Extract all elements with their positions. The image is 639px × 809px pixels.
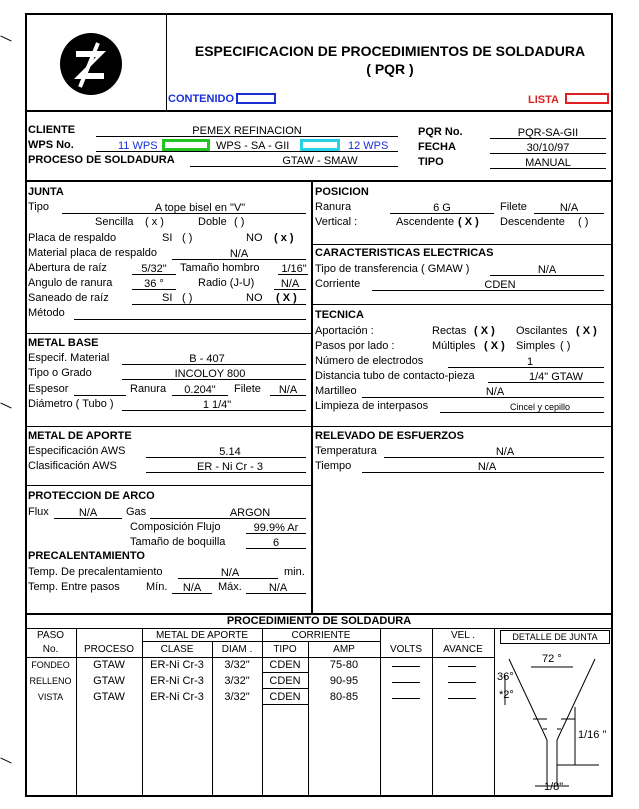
simples-mark: ( ) (560, 340, 571, 352)
ascendente-mark: ( X ) (458, 216, 479, 228)
espesor-label: Espesor (28, 383, 69, 395)
oscilantes-label: Oscilantes (516, 325, 568, 337)
row-tipo: CDEN (269, 675, 301, 687)
max-label: Máx. (218, 581, 242, 593)
martilleo-label: Martilleo (315, 385, 357, 397)
angulo-label: Angulo de ranura (28, 277, 113, 289)
table-row-line (262, 672, 308, 673)
th-diam: DIAM . (221, 644, 253, 655)
flux-label: Flux (28, 506, 49, 518)
rectas-label: Rectas (432, 325, 467, 337)
descendente-mark: ( ) (578, 216, 589, 228)
th-amp: AMP (333, 644, 355, 655)
placa-no-mark: ( x ) (274, 232, 294, 244)
electrodos-label: Número de electrodos (315, 355, 424, 367)
row-dash (392, 666, 420, 667)
sencilla-mark: ( x ) (145, 216, 164, 228)
rectas-mark: ( X ) (474, 325, 495, 337)
th-no: No. (42, 644, 59, 655)
cliente-value: PEMEX REFINACION (192, 125, 302, 137)
espesor-filete-value: N/A (278, 384, 298, 396)
table-row-line (262, 688, 308, 689)
clasif-label: Clasificación AWS (28, 460, 117, 472)
th-corriente: CORRIENTE (291, 630, 351, 641)
precalentamiento-title: PRECALENTAMIENTO (28, 550, 145, 562)
precal-temp-value: N/A (220, 567, 240, 579)
fecha-label: FECHA (418, 141, 456, 153)
clasif-value: ER - Ni Cr - 3 (197, 461, 263, 473)
row-dash (448, 682, 476, 683)
filete-value: N/A (559, 202, 579, 214)
row-diam: 3/32" (224, 675, 250, 687)
especif-label: Especif. Material (28, 352, 110, 364)
wps-green-box (162, 139, 210, 151)
distancia-value: 1/4" GTAW (528, 371, 584, 383)
wps-c: 12 WPS (348, 140, 389, 152)
espesor-ranura-label: Ranura (130, 383, 167, 395)
row-dash (392, 698, 420, 699)
saneado-no: NO (246, 292, 263, 304)
angulo-value: 36 ° (144, 278, 164, 290)
tipo-label: TIPO (418, 156, 444, 168)
aws-label: Especificación AWS (28, 445, 126, 457)
table-header-bottom (25, 657, 494, 658)
row-clase: ER-Ni Cr-3 (150, 659, 204, 671)
row-amp: 90-95 (329, 675, 359, 687)
wps-cyan-box (300, 139, 340, 151)
transferencia-value: N/A (537, 264, 557, 276)
precal-temp-label: Temp. De precalentamiento (28, 566, 163, 578)
th-paso: PASO (36, 630, 65, 641)
temperatura-label: Temperatura (315, 445, 377, 457)
tecnica-title: TECNICA (315, 309, 364, 321)
descendente-label: Descendente (500, 216, 565, 228)
wps-label: WPS No. (28, 139, 74, 151)
saneado-si-mark: ( ) (182, 292, 193, 304)
saneado-line (132, 304, 306, 305)
contenido-box (236, 93, 276, 104)
row-proceso: GTAW (93, 675, 125, 687)
proteccion-title: PROTECCION DE ARCO (28, 490, 155, 502)
rule (25, 333, 312, 334)
detail-dim-right: 1/16 " (578, 729, 607, 741)
tipo-grado-label: Tipo o Grado (28, 367, 92, 379)
sencilla-label: Sencilla (95, 216, 134, 228)
placa-si: SI (162, 232, 173, 244)
th-avance: AVANCE (443, 644, 483, 655)
transferencia-label: Tipo de transferencia ( GMAW ) (315, 263, 470, 275)
min-label: Mín. (146, 581, 168, 593)
table-row-line (262, 704, 308, 705)
multiples-label: Múltiples (432, 340, 476, 352)
contenido-label: CONTENIDO (168, 93, 234, 105)
filete-label: Filete (500, 201, 527, 213)
boquilla-label: Tamaño de boquilla (130, 536, 226, 548)
electrodos-value: 1 (526, 356, 534, 368)
th-vel: VEL . (450, 630, 476, 641)
ranura-label: Ranura (315, 201, 352, 213)
metal-base-title: METAL BASE (28, 337, 99, 349)
oscilantes-mark: ( X ) (576, 325, 597, 337)
saneado-no-mark: ( X ) (276, 292, 297, 304)
radio-value: N/A (280, 278, 300, 290)
multiples-mark: ( X ) (484, 340, 505, 352)
rule (25, 485, 312, 486)
side-mark (0, 403, 11, 409)
distancia-label: Distancia tubo de contacto-pieza (315, 370, 475, 382)
entre-label: Temp. Entre pasos (28, 581, 120, 593)
row-paso: VISTA (37, 692, 64, 702)
th-clase: CLASE (160, 644, 194, 655)
material-value: N/A (229, 248, 249, 260)
flux-value: N/A (78, 507, 98, 519)
tiempo-value: N/A (477, 461, 497, 473)
rule (25, 628, 613, 629)
placa-label: Placa de respaldo (28, 232, 117, 244)
joint-detail-drawing (495, 645, 611, 795)
detail-angle-side: 36° (497, 671, 514, 683)
boquilla-value: 6 (272, 537, 280, 549)
row-tipo: CDEN (269, 691, 301, 703)
corriente-value: CDEN (484, 279, 516, 291)
center-divider (311, 181, 313, 613)
gas-value: ARGON (229, 507, 271, 519)
rule (25, 110, 613, 112)
espesor-line (74, 395, 126, 396)
abertura-label: Abertura de raíz (28, 262, 107, 274)
limpieza-line (440, 412, 604, 413)
rule (25, 426, 613, 427)
row-clase: ER-Ni Cr-3 (150, 675, 204, 687)
pqr-label: PQR No. (418, 126, 463, 138)
rule (312, 304, 613, 305)
diametro-value: 1 1/4" (202, 399, 232, 411)
row-diam: 3/32" (224, 691, 250, 703)
aws-value: 5.14 (219, 446, 241, 458)
th-tipo: TIPO (273, 644, 297, 655)
max-value: N/A (268, 582, 288, 594)
tiempo-label: Tiempo (315, 460, 352, 472)
proceso-value: GTAW - SMAW (282, 155, 358, 167)
lista-box (565, 93, 609, 104)
saneado-label: Saneado de raíz (28, 292, 109, 304)
th-volts: VOLTS (389, 644, 423, 655)
company-logo (58, 31, 124, 97)
th-metal: METAL DE APORTE (155, 630, 249, 641)
side-mark (0, 758, 11, 764)
diametro-label: Diámetro ( Tubo ) (28, 398, 114, 410)
metodo-line (74, 319, 306, 320)
row-clase: ER-Ni Cr-3 (150, 691, 204, 703)
aportacion-label: Aportación : (315, 325, 374, 337)
row-dash (448, 698, 476, 699)
junta-title: JUNTA (28, 186, 64, 198)
row-paso: FONDEO (31, 660, 70, 670)
abertura-value: 5/32" (141, 263, 167, 275)
row-diam: 3/32" (224, 659, 250, 671)
tamano-label: Tamaño hombro (180, 262, 260, 274)
detail-dim-bottom: 1/8" (544, 781, 564, 793)
header-divider (166, 13, 167, 110)
composicion-label: Composición Flujo (130, 521, 221, 533)
fecha-value: 30/10/97 (526, 142, 570, 154)
row-proceso: GTAW (93, 691, 125, 703)
tipo-grado-value: INCOLOY 800 (174, 368, 246, 380)
saneado-si: SI (162, 292, 173, 304)
ranura-value: 6 G (433, 202, 451, 214)
row-dash (392, 682, 420, 683)
page-title: ESPECIFICACION DE PROCEDIMIENTOS DE SOLDADURA (194, 43, 586, 59)
table-header-subline (142, 641, 380, 642)
th-detalle: DETALLE DE JUNTA (512, 632, 598, 642)
metodo-label: Método (28, 307, 65, 319)
metal-aporte-title: METAL DE APORTE (28, 430, 132, 442)
row-proceso: GTAW (93, 659, 125, 671)
relevado-title: RELEVADO DE ESFUERZOS (315, 430, 464, 442)
gas-label: Gas (126, 506, 147, 518)
martilleo-value: N/A (485, 386, 505, 398)
procedimiento-title: PROCEDIMIENTO DE SOLDADURA (226, 615, 412, 627)
electricas-title: CARACTERISTICAS ELECTRICAS (315, 247, 494, 259)
junta-tipo-label: Tipo (28, 201, 49, 213)
corriente-label: Corriente (315, 278, 361, 290)
simples-label: Simples (516, 340, 556, 352)
wps-b: WPS - SA - GII (216, 140, 290, 152)
temperatura-value: N/A (495, 446, 515, 458)
posicion-title: POSICION (315, 186, 369, 198)
lista-label: LISTA (528, 94, 559, 106)
junta-tipo-value: A tope bisel en "V" (154, 202, 246, 214)
vertical-label: Vertical : (315, 216, 358, 228)
row-dash (448, 666, 476, 667)
row-amp: 75-80 (329, 659, 359, 671)
row-amp: 80-85 (329, 691, 359, 703)
doble-mark: ( ) (234, 216, 245, 228)
composicion-value: 99.9% Ar (253, 522, 299, 534)
tamano-value: 1/16" (281, 263, 307, 275)
placa-si-mark: ( ) (182, 232, 193, 244)
wps-a: 11 WPS (118, 140, 158, 152)
espesor-ranura-value: 0.204" (184, 384, 216, 396)
tipo-value: MANUAL (525, 157, 571, 169)
proceso-label: PROCESO DE SOLDADURA (28, 154, 175, 166)
limpieza-label: Limpieza de interpasos (315, 400, 429, 412)
material-label: Material placa de respaldo (28, 247, 158, 259)
th-proceso: PROCESO (83, 644, 134, 655)
espesor-filete-label: Filete (234, 383, 261, 395)
limpieza-value: Cincel y cepillo (509, 402, 571, 412)
ascendente-label: Ascendente (396, 216, 455, 228)
cliente-label: CLIENTE (28, 124, 76, 136)
row-tipo: CDEN (269, 659, 301, 671)
placa-no: NO (246, 232, 263, 244)
especif-value: B - 407 (189, 353, 225, 365)
min-value: N/A (182, 582, 202, 594)
doble-label: Doble (198, 216, 227, 228)
radio-label: Radio (J-U) (198, 277, 255, 289)
rule (25, 180, 613, 182)
rule (312, 244, 613, 245)
page-subtitle: ( PQR ) (366, 61, 414, 77)
detail-angle-small: *2° (499, 689, 514, 701)
detail-angle-top: 72 ° (542, 653, 562, 665)
precal-temp-unit: min. (284, 566, 305, 578)
side-mark (0, 36, 11, 42)
pqr-value: PQR-SA-GII (517, 127, 579, 139)
row-paso: RELLENO (29, 676, 72, 686)
pasos-label: Pasos por lado : (315, 340, 395, 352)
